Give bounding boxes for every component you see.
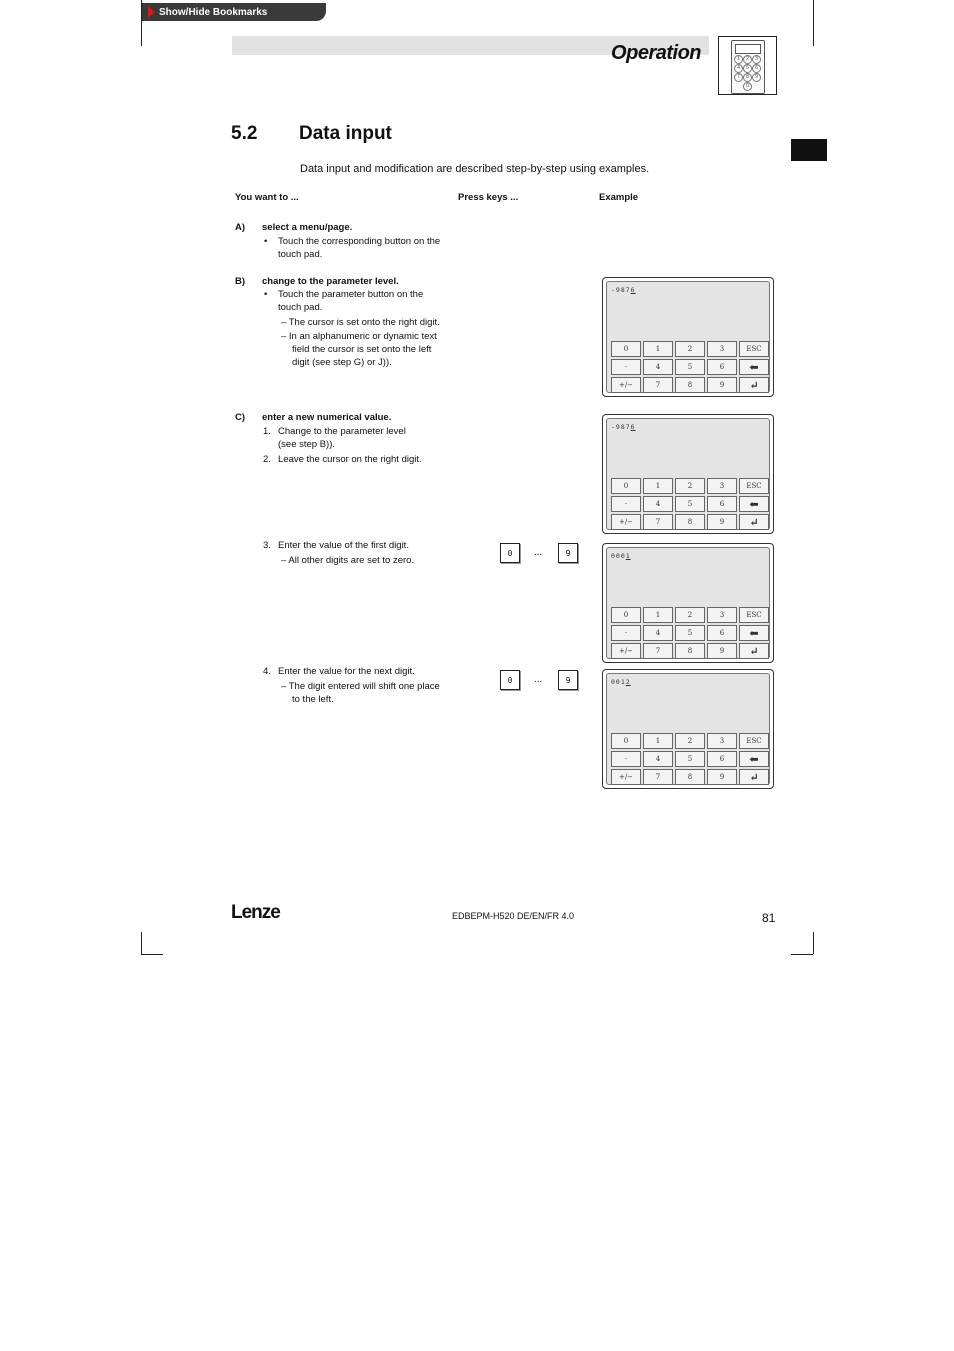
device-key-4[interactable]: 4 bbox=[643, 751, 673, 767]
device-key-plus-minus[interactable]: +/− bbox=[611, 769, 641, 785]
device-key-2[interactable]: 2 bbox=[675, 341, 705, 357]
pictogram-key: 2 bbox=[743, 55, 752, 64]
device-keypad bbox=[611, 607, 769, 659]
step-text: Change to the parameter level bbox=[278, 426, 406, 437]
pictogram-key: 5 bbox=[743, 64, 752, 73]
device-key-7[interactable]: 7 bbox=[643, 514, 673, 530]
crop-mark bbox=[141, 954, 163, 955]
ellipsis: ... bbox=[534, 547, 543, 558]
device-key-plus-minus[interactable]: +/− bbox=[611, 514, 641, 530]
pictogram-key: 3 bbox=[752, 55, 761, 64]
step-text: Touch the parameter button on the bbox=[278, 289, 424, 300]
bullet-mark: • bbox=[264, 236, 268, 247]
device-display bbox=[602, 414, 774, 534]
step-text: field the cursor is set onto the left bbox=[292, 344, 432, 355]
device-screen bbox=[606, 547, 770, 659]
step-text: to the left. bbox=[292, 694, 334, 705]
pictogram-key: 0 bbox=[743, 82, 752, 91]
device-key-9[interactable]: 9 bbox=[707, 514, 737, 530]
enter-icon[interactable]: ↵ bbox=[739, 377, 769, 393]
step-text: touch pad. bbox=[278, 249, 323, 260]
display-cursor-digit: 1 bbox=[625, 552, 631, 560]
device-key-3[interactable]: 3 bbox=[707, 341, 737, 357]
device-screen bbox=[606, 418, 770, 530]
step-text: – The cursor is set onto the right digit. bbox=[281, 317, 440, 328]
device-key-esc[interactable]: ESC bbox=[739, 733, 769, 749]
device-key-7[interactable]: 7 bbox=[643, 643, 673, 659]
chapter-title-text: Data input bbox=[299, 123, 392, 144]
device-key-1[interactable]: 1 bbox=[643, 478, 673, 494]
column-heading-press: Press keys ... bbox=[458, 192, 519, 203]
device-key-6[interactable]: 6 bbox=[707, 751, 737, 767]
display-cursor-digit: 6 bbox=[630, 423, 636, 431]
step-title: change to the parameter level. bbox=[262, 276, 399, 287]
device-display bbox=[602, 277, 774, 397]
device-key-1[interactable]: 1 bbox=[643, 733, 673, 749]
device-key-2[interactable]: 2 bbox=[675, 733, 705, 749]
left-arrow-icon[interactable]: ⬅ bbox=[739, 751, 769, 767]
device-key-plus-minus[interactable]: +/− bbox=[611, 377, 641, 393]
key-0-button[interactable]: 0 bbox=[500, 543, 520, 563]
left-arrow-icon[interactable]: ⬅ bbox=[739, 625, 769, 641]
device-key-5[interactable]: 5 bbox=[675, 359, 705, 375]
list-number: 4. bbox=[263, 666, 271, 677]
device-key-5[interactable]: 5 bbox=[675, 496, 705, 512]
device-key-4[interactable]: 4 bbox=[643, 625, 673, 641]
pictogram-key: 8 bbox=[743, 73, 752, 82]
display-value: 0001 bbox=[611, 552, 631, 560]
bookmark-label: Show/Hide Bookmarks bbox=[159, 6, 268, 18]
step-text: Enter the value for the next digit. bbox=[278, 666, 415, 677]
pictogram-key: 9 bbox=[752, 73, 761, 82]
device-key-dot[interactable]: · bbox=[611, 496, 641, 512]
crop-mark bbox=[791, 954, 813, 955]
device-key-8[interactable]: 8 bbox=[675, 643, 705, 659]
step-text: – In an alphanumeric or dynamic text bbox=[281, 331, 437, 342]
enter-icon[interactable]: ↵ bbox=[739, 769, 769, 785]
device-key-dot[interactable]: · bbox=[611, 359, 641, 375]
device-key-1[interactable]: 1 bbox=[643, 607, 673, 623]
display-value: -9876 bbox=[611, 286, 636, 294]
display-value: 0012 bbox=[611, 678, 631, 686]
device-key-0[interactable]: 0 bbox=[611, 478, 641, 494]
step-text: (see step B)). bbox=[278, 439, 336, 450]
device-key-5[interactable]: 5 bbox=[675, 625, 705, 641]
device-key-5[interactable]: 5 bbox=[675, 751, 705, 767]
section-heading: Operation bbox=[611, 42, 701, 64]
device-key-7[interactable]: 7 bbox=[643, 769, 673, 785]
device-display bbox=[602, 543, 774, 663]
step-text: Touch the corresponding button on the bbox=[278, 236, 441, 247]
display-value: -9876 bbox=[611, 423, 636, 431]
step-title: select a menu/page. bbox=[262, 222, 353, 233]
step-letter: C) bbox=[235, 412, 246, 423]
device-key-dot[interactable]: · bbox=[611, 751, 641, 767]
enter-icon[interactable]: ↵ bbox=[739, 514, 769, 530]
device-key-2[interactable]: 2 bbox=[675, 478, 705, 494]
device-key-8[interactable]: 8 bbox=[675, 769, 705, 785]
device-screen bbox=[606, 673, 770, 785]
step-title: enter a new numerical value. bbox=[262, 412, 392, 423]
keypad-body bbox=[731, 40, 765, 94]
chapter-number: 5.2 bbox=[231, 123, 258, 144]
device-key-6[interactable]: 6 bbox=[707, 359, 737, 375]
column-heading-example: Example bbox=[599, 192, 639, 203]
step-text: – The digit entered will shift one place bbox=[281, 681, 440, 692]
display-cursor-digit: 6 bbox=[630, 286, 636, 294]
device-key-8[interactable]: 8 bbox=[675, 514, 705, 530]
device-key-0[interactable]: 0 bbox=[611, 341, 641, 357]
list-number: 2. bbox=[263, 454, 271, 465]
triangle-right-icon bbox=[148, 6, 155, 18]
intro-text: Data input and modification are described step-by-step using examples. bbox=[300, 163, 650, 175]
display-cursor-digit: 2 bbox=[625, 678, 631, 686]
crop-mark bbox=[813, 0, 814, 46]
device-key-esc[interactable]: ESC bbox=[739, 478, 769, 494]
ellipsis: ... bbox=[534, 674, 543, 685]
bullet-mark: • bbox=[264, 289, 268, 300]
device-key-3[interactable]: 3 bbox=[707, 607, 737, 623]
device-keypad bbox=[611, 341, 769, 393]
device-key-1[interactable]: 1 bbox=[643, 341, 673, 357]
crop-mark bbox=[141, 932, 142, 954]
device-key-9[interactable]: 9 bbox=[707, 643, 737, 659]
key-0-button[interactable]: 0 bbox=[500, 670, 520, 690]
list-number: 1. bbox=[263, 426, 271, 437]
device-key-plus-minus[interactable]: +/− bbox=[611, 643, 641, 659]
step-text: touch pad. bbox=[278, 302, 323, 313]
device-key-3[interactable]: 3 bbox=[707, 733, 737, 749]
step-letter: B) bbox=[235, 276, 246, 287]
device-key-2[interactable]: 2 bbox=[675, 607, 705, 623]
device-key-9[interactable]: 9 bbox=[707, 769, 737, 785]
enter-icon[interactable]: ↵ bbox=[739, 643, 769, 659]
step-text: – All other digits are set to zero. bbox=[281, 555, 415, 566]
device-key-dot[interactable]: · bbox=[611, 625, 641, 641]
device-key-8[interactable]: 8 bbox=[675, 377, 705, 393]
device-key-0[interactable]: 0 bbox=[611, 733, 641, 749]
device-key-0[interactable]: 0 bbox=[611, 607, 641, 623]
device-key-4[interactable]: 4 bbox=[643, 359, 673, 375]
device-keypad bbox=[611, 478, 769, 530]
crop-mark bbox=[813, 932, 814, 954]
column-heading-want: You want to ... bbox=[235, 192, 299, 203]
device-screen bbox=[606, 281, 770, 393]
step-text: digit (see step G) or J)). bbox=[292, 357, 392, 368]
device-key-esc[interactable]: ESC bbox=[739, 341, 769, 357]
device-keypad bbox=[611, 733, 769, 785]
pictogram-key: 7 bbox=[734, 73, 743, 82]
left-arrow-icon[interactable]: ⬅ bbox=[739, 359, 769, 375]
key-9-button[interactable]: 9 bbox=[558, 670, 578, 690]
left-arrow-icon[interactable]: ⬅ bbox=[739, 496, 769, 512]
step-letter: A) bbox=[235, 222, 246, 233]
key-9-button[interactable]: 9 bbox=[558, 543, 578, 563]
pictogram-key: 6 bbox=[752, 64, 761, 73]
keypad-screen bbox=[735, 44, 761, 54]
list-number: 3. bbox=[263, 540, 271, 551]
device-key-3[interactable]: 3 bbox=[707, 478, 737, 494]
step-text: Enter the value of the first digit. bbox=[278, 540, 409, 551]
device-key-esc[interactable]: ESC bbox=[739, 607, 769, 623]
device-key-6[interactable]: 6 bbox=[707, 625, 737, 641]
show-hide-bookmarks-button[interactable] bbox=[142, 3, 326, 21]
device-key-6[interactable]: 6 bbox=[707, 496, 737, 512]
pictogram-key: 4 bbox=[734, 64, 743, 73]
pictogram-key: 1 bbox=[734, 55, 743, 64]
device-display bbox=[602, 669, 774, 789]
device-key-7[interactable]: 7 bbox=[643, 377, 673, 393]
chapter-title bbox=[231, 123, 392, 145]
step-text: Leave the cursor on the right digit. bbox=[278, 454, 422, 465]
page-number: 81 bbox=[762, 911, 776, 925]
device-key-4[interactable]: 4 bbox=[643, 496, 673, 512]
chapter-marker bbox=[791, 139, 827, 161]
document-code: EDBEPM-H520 DE/EN/FR 4.0 bbox=[452, 911, 575, 921]
device-key-9[interactable]: 9 bbox=[707, 377, 737, 393]
keypad-icon bbox=[718, 36, 777, 95]
lenze-logo: Lenze bbox=[231, 902, 280, 923]
